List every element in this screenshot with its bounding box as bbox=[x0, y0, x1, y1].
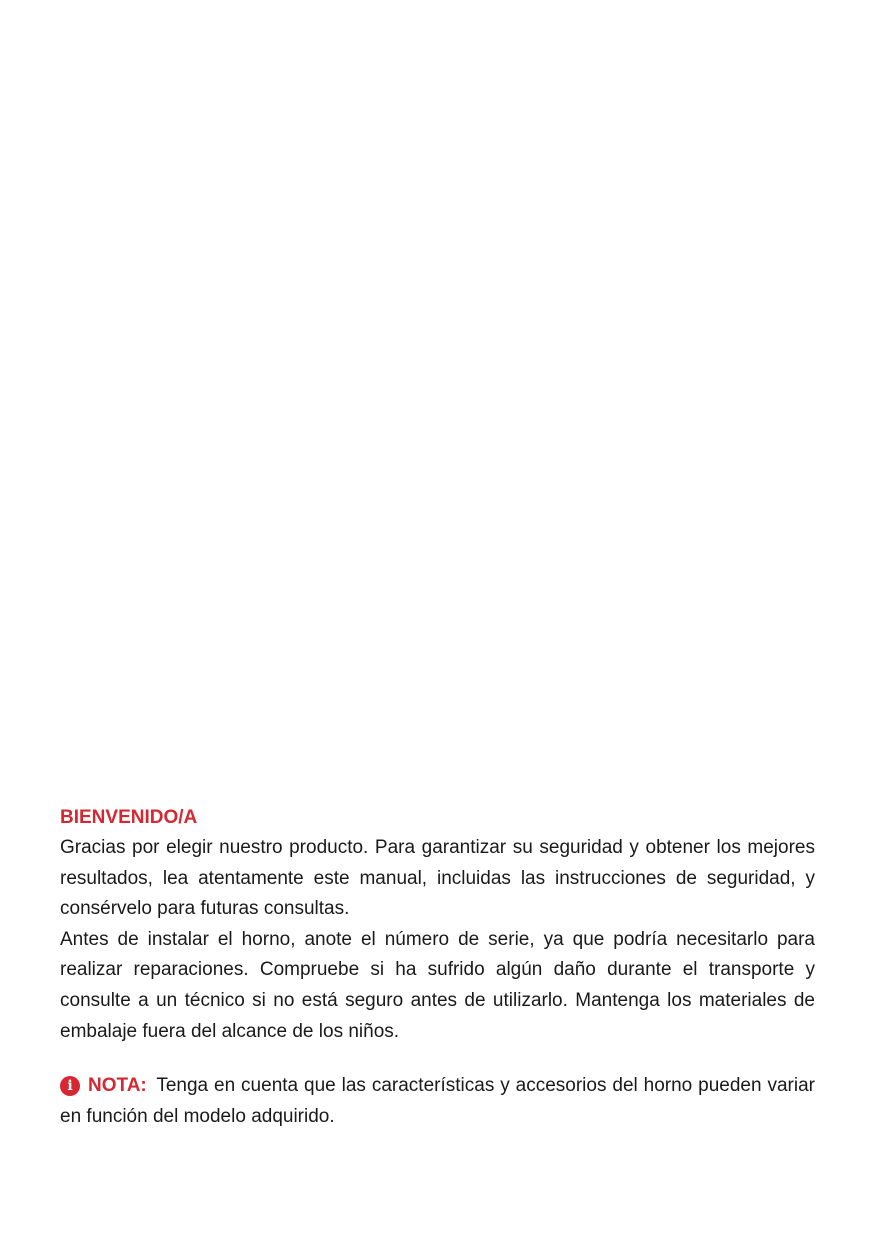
welcome-heading: BIENVENIDO/A bbox=[60, 807, 198, 828]
note-text: Tenga en cuenta que las características y accesorios del horno pueden variar en función del modelo adquirido. bbox=[60, 1075, 815, 1127]
note-label: NOTA: bbox=[88, 1075, 147, 1097]
welcome-section bbox=[60, 803, 815, 1132]
note-block bbox=[60, 1071, 815, 1132]
info-icon: i bbox=[60, 1076, 80, 1096]
welcome-paragraph-2: Antes de instalar el horno, anote el número de serie, ya que podría necesitarlo para realizar reparaciones. Compruebe si ha sufrido algún daño durante el transporte y consulte a un técnico si no está seguro antes de utilizarlo. Mantenga los materiales de embalaje fuera del alcance de los niños. bbox=[60, 928, 815, 1042]
welcome-paragraph-1: Gracias por elegir nuestro producto. Para garantizar su seguridad y obtener los mejores resultados, lea atentamente este manual, incluidas las instrucciones de seguridad, y consérvelo para futuras consultas. bbox=[60, 837, 815, 920]
